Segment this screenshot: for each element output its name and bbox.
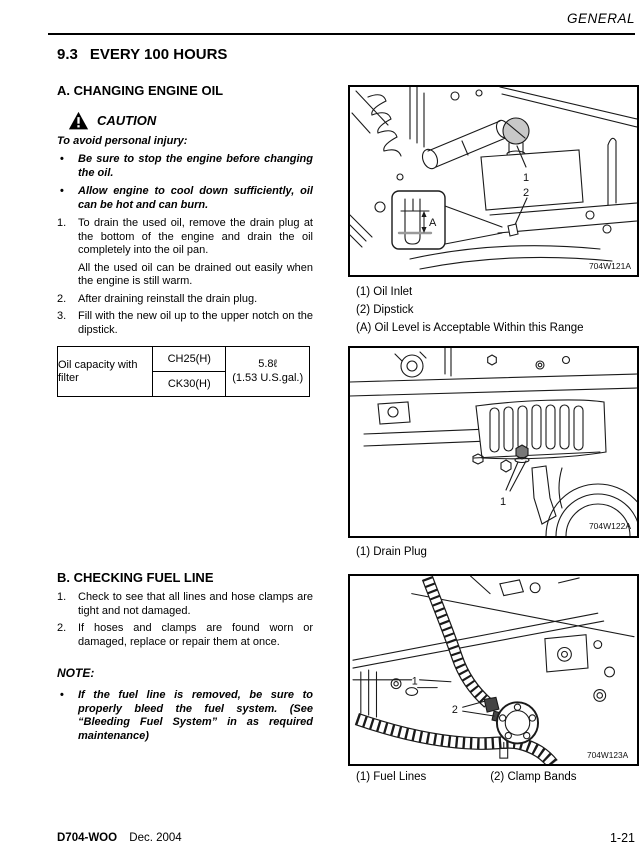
title-text: EVERY 100 HOURS — [89, 46, 228, 63]
section-changing-engine-oil — [57, 83, 313, 397]
step-item — [57, 591, 313, 618]
section-b-heading: B. CHECKING FUEL LINE — [57, 570, 214, 585]
caution-header — [68, 110, 313, 130]
fuel-line-steps — [57, 591, 313, 649]
caption-fuel-lines: (1) Fuel Lines — [356, 771, 427, 783]
note-bullet-list — [57, 689, 313, 743]
page-title — [57, 46, 313, 63]
step-number: 1. — [57, 591, 67, 603]
fig2-captions — [356, 543, 427, 561]
fig3-label-2: 2 — [451, 704, 458, 717]
step-text: After draining reinstall the drain plug. — [78, 292, 258, 305]
step-text — [78, 217, 313, 289]
table-model-ck30: CK30(H) — [153, 372, 226, 397]
fig2-label-1: 1 — [500, 496, 507, 508]
fig1-label-A: A — [429, 217, 437, 229]
fuel-lines-illustration — [350, 576, 637, 764]
footer-doc-code: D704-WOO — [57, 832, 118, 844]
caption-oil-inlet: (1) Oil Inlet — [356, 286, 413, 298]
caution-bullet: • Allow engine to cool down sufficiently, oil can be hot and can burn. — [57, 185, 313, 212]
step-text: Fill with the new oil up to the upper notch on the dipstick. — [78, 310, 313, 336]
warning-triangle-icon — [68, 111, 89, 130]
step-item — [57, 293, 313, 307]
table-model-ch25: CH25(H) — [153, 347, 226, 372]
step-item — [57, 622, 313, 649]
step-number: 3. — [57, 310, 67, 322]
fig1-label-1: 1 — [523, 172, 530, 184]
figure-fuel-lines — [348, 574, 639, 766]
step-text: Check to see that all lines and hose clamps are tight and not damaged. — [78, 591, 313, 617]
note-bullet: • If the fuel line is removed, be sure to properly bleed the fuel system. (See “Bleeding Fuel System” in as required maintenance) — [57, 689, 313, 743]
footer-page-number: 1-21 — [609, 831, 635, 845]
caution-lead: To avoid personal injury: — [57, 135, 188, 147]
title-number: 9.3 — [57, 46, 78, 63]
fig3-label-1: 1 — [411, 675, 418, 688]
step-item — [57, 310, 313, 337]
capacity-gallons: (1.53 U.S.gal.) — [232, 371, 304, 384]
table-row-label: Oil capacity with filter — [58, 347, 153, 397]
step-item — [57, 217, 313, 289]
fig3-captions — [356, 771, 577, 783]
caption-oil-level: (A) Oil Level is Acceptable Within this Range — [356, 322, 584, 334]
figure-engine-oil — [348, 85, 639, 277]
oil-capacity-table — [57, 346, 310, 397]
step-number: 2. — [57, 622, 67, 634]
fig1-code: 704W121A — [588, 261, 631, 271]
page-footer — [57, 832, 635, 844]
fig1-captions — [356, 283, 584, 337]
capacity-liters: 5.8ℓ — [258, 358, 278, 370]
caption-dipstick: (2) Dipstick — [356, 304, 414, 316]
left-column — [57, 46, 313, 742]
step-paragraph: To drain the used oil, remove the drain plug at the bottom of the engine and drain the oil completely into the oil pan. — [78, 217, 313, 256]
section-a-heading: A. CHANGING ENGINE OIL — [57, 83, 224, 98]
table-capacity-value — [226, 347, 310, 397]
caption-drain-plug: (1) Drain Plug — [356, 546, 427, 558]
footer-date: Dec. 2004 — [129, 832, 182, 844]
oil-change-steps — [57, 217, 313, 337]
engine-oil-illustration — [350, 87, 637, 275]
step-number: 2. — [57, 292, 67, 305]
step-subparagraph: All the used oil can be drained out easily when the engine is still warm. — [78, 261, 313, 287]
drain-plug-illustration — [350, 348, 637, 536]
step-text: If hoses and clamps are found worn or damaged, replace or repair them at once. — [78, 622, 313, 648]
figure-drain-plug — [348, 346, 639, 538]
caution-bullet: • Be sure to stop the engine before changing the oil. — [57, 153, 313, 180]
fig3-code: 704W123A — [586, 750, 629, 761]
note-label: NOTE: — [57, 666, 95, 680]
fig2-code: 704W122A — [588, 521, 631, 531]
step-number: 1. — [57, 217, 67, 229]
caption-clamp-bands: (2) Clamp Bands — [490, 771, 577, 783]
caution-label: CAUTION — [97, 112, 157, 128]
section-checking-fuel-line — [57, 570, 313, 748]
fig1-label-2: 2 — [523, 187, 530, 199]
section-header-label: GENERAL — [566, 11, 635, 26]
caution-bullet-list — [57, 153, 313, 212]
page-header — [48, 10, 635, 35]
